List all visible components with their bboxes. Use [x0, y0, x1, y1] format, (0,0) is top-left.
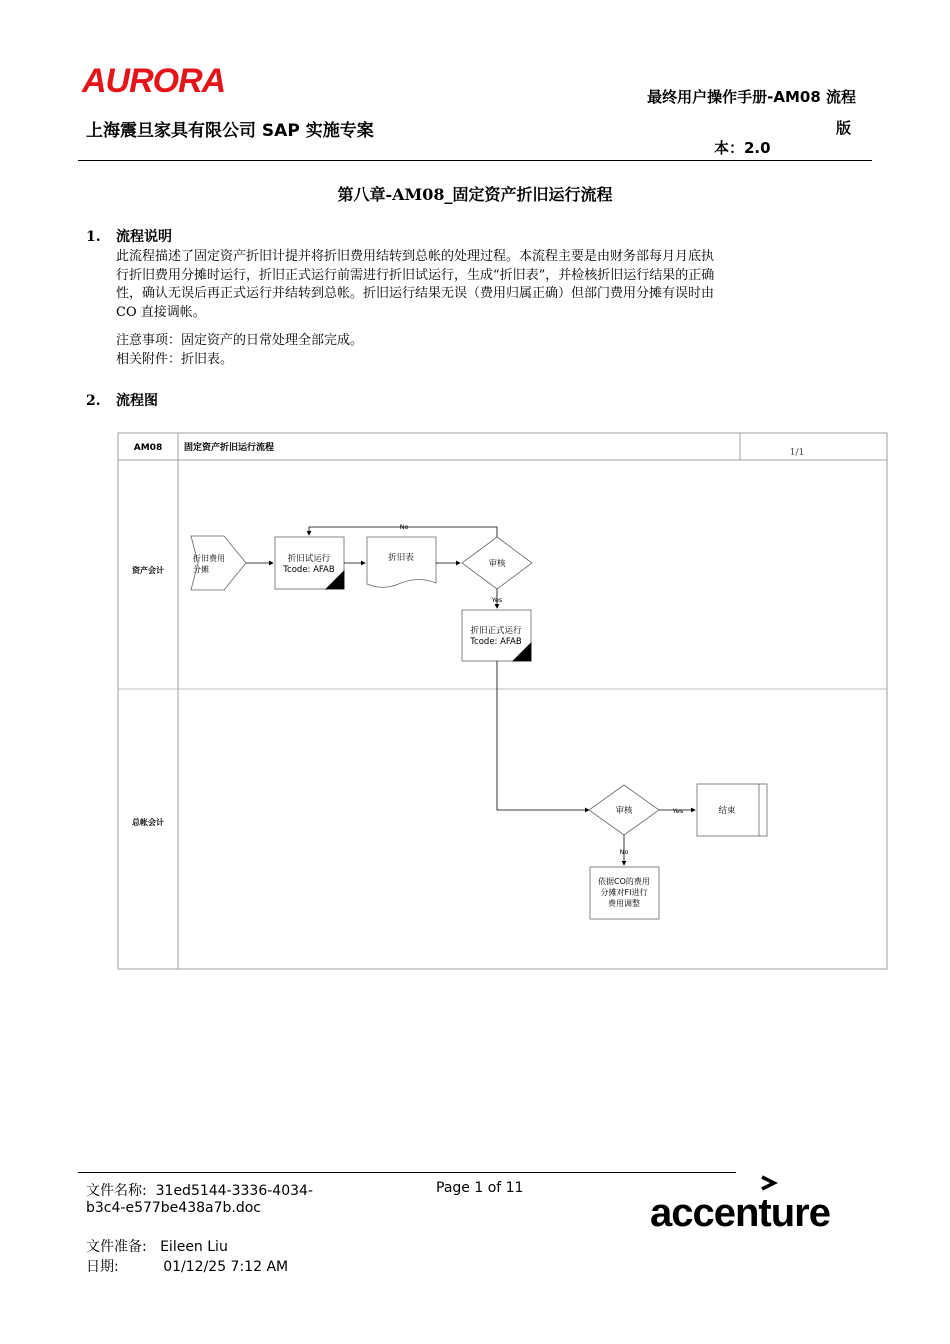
formal-label-1: 折旧正式运行: [470, 626, 522, 636]
company-name: 上海震旦家具有限公司 SAP 实施专案: [86, 121, 374, 141]
edge-label-no2: No: [619, 848, 629, 856]
section-number: 1.: [86, 229, 101, 245]
section-title: 流程图: [116, 393, 158, 409]
adjust-label-3: 费用调整: [608, 899, 640, 908]
edge-label-no1: No: [399, 523, 409, 531]
manual-title-cont: 版: [836, 119, 852, 137]
footer-filename: [86, 1180, 313, 1216]
accenture-logo: [650, 1172, 840, 1234]
accenture-wordmark: accenture: [650, 1191, 830, 1234]
attachment-line: 相关附件：折旧表。: [116, 351, 234, 367]
edge-label-yes2: Yes: [672, 807, 684, 815]
date-label: 日期:: [86, 1259, 119, 1275]
chapter-title: 第八章-AM08_固定资产折旧运行流程: [337, 185, 613, 204]
flow-title: 固定资产折旧运行流程: [184, 443, 275, 453]
footer-divider: [78, 1172, 736, 1173]
footer-prepared: [86, 1236, 288, 1276]
section-number: 2.: [86, 393, 101, 409]
footer-page: Page 1 of 11: [436, 1180, 524, 1196]
description-line: 行折旧费用分摊时运行，折旧正式运行前需进行折旧试运行，生成“折旧表”，并检核折旧运行结果的正确: [116, 267, 715, 283]
report-label: 折旧表: [388, 553, 414, 563]
description-line: 此流程描述了固定资产折旧计提并将折旧费用结转到总帐的处理过程。本流程主要是由财务部每月月底执: [116, 249, 715, 264]
lane-label-gl: 总帐会计: [132, 818, 164, 827]
end-label: 结束: [718, 806, 736, 816]
manual-version: 本：2.0: [714, 139, 771, 157]
filename-value-cont: b3c4-e577be438a7b.doc: [86, 1200, 261, 1216]
flow-code: AM08: [133, 443, 163, 453]
review1-label: 审核: [488, 559, 506, 569]
trial-label-2: Tcode: AFAB: [283, 565, 335, 575]
date-value: 01/12/25 7:12 AM: [163, 1259, 289, 1275]
lane-label-asset: 资产会计: [132, 566, 164, 575]
manual-title: 最终用户操作手册-AM08 流程: [647, 88, 856, 106]
prepared-label: 文件准备:: [86, 1239, 147, 1255]
description-line: 性，确认无误后再正式运行并结转到总帐。折旧运行结果无误（费用归属正确）但部门费用分摊有误时由: [116, 286, 715, 301]
section-title: 流程说明: [116, 229, 172, 245]
aurora-logo: AURORA: [82, 62, 226, 100]
prepared-by: Eileen Liu: [160, 1239, 228, 1255]
filename-value: 31ed5144-3336-4034-: [155, 1183, 313, 1199]
adjust-label-2: 分摊对FI进行: [600, 888, 648, 897]
description-line: CO 直接调帐。: [116, 304, 206, 320]
start-node: [191, 536, 246, 590]
review2-label: 审核: [615, 806, 633, 816]
filename-label: 文件名称:: [86, 1183, 147, 1199]
note-line: 注意事项：固定资产的日常处理全部完成。: [116, 333, 364, 348]
flow-page: 1/1: [789, 448, 805, 458]
start-label-1: 折旧费用: [193, 554, 225, 563]
formal-label-2: Tcode: AFAB: [470, 637, 522, 647]
edge-label-yes1: Yes: [491, 596, 503, 604]
trial-label-1: 折旧试运行: [287, 554, 331, 564]
start-label-2: 分摊: [193, 565, 209, 574]
adjust-label-1: 依据CO的费用: [598, 877, 650, 886]
flowchart-frame: [118, 433, 887, 969]
